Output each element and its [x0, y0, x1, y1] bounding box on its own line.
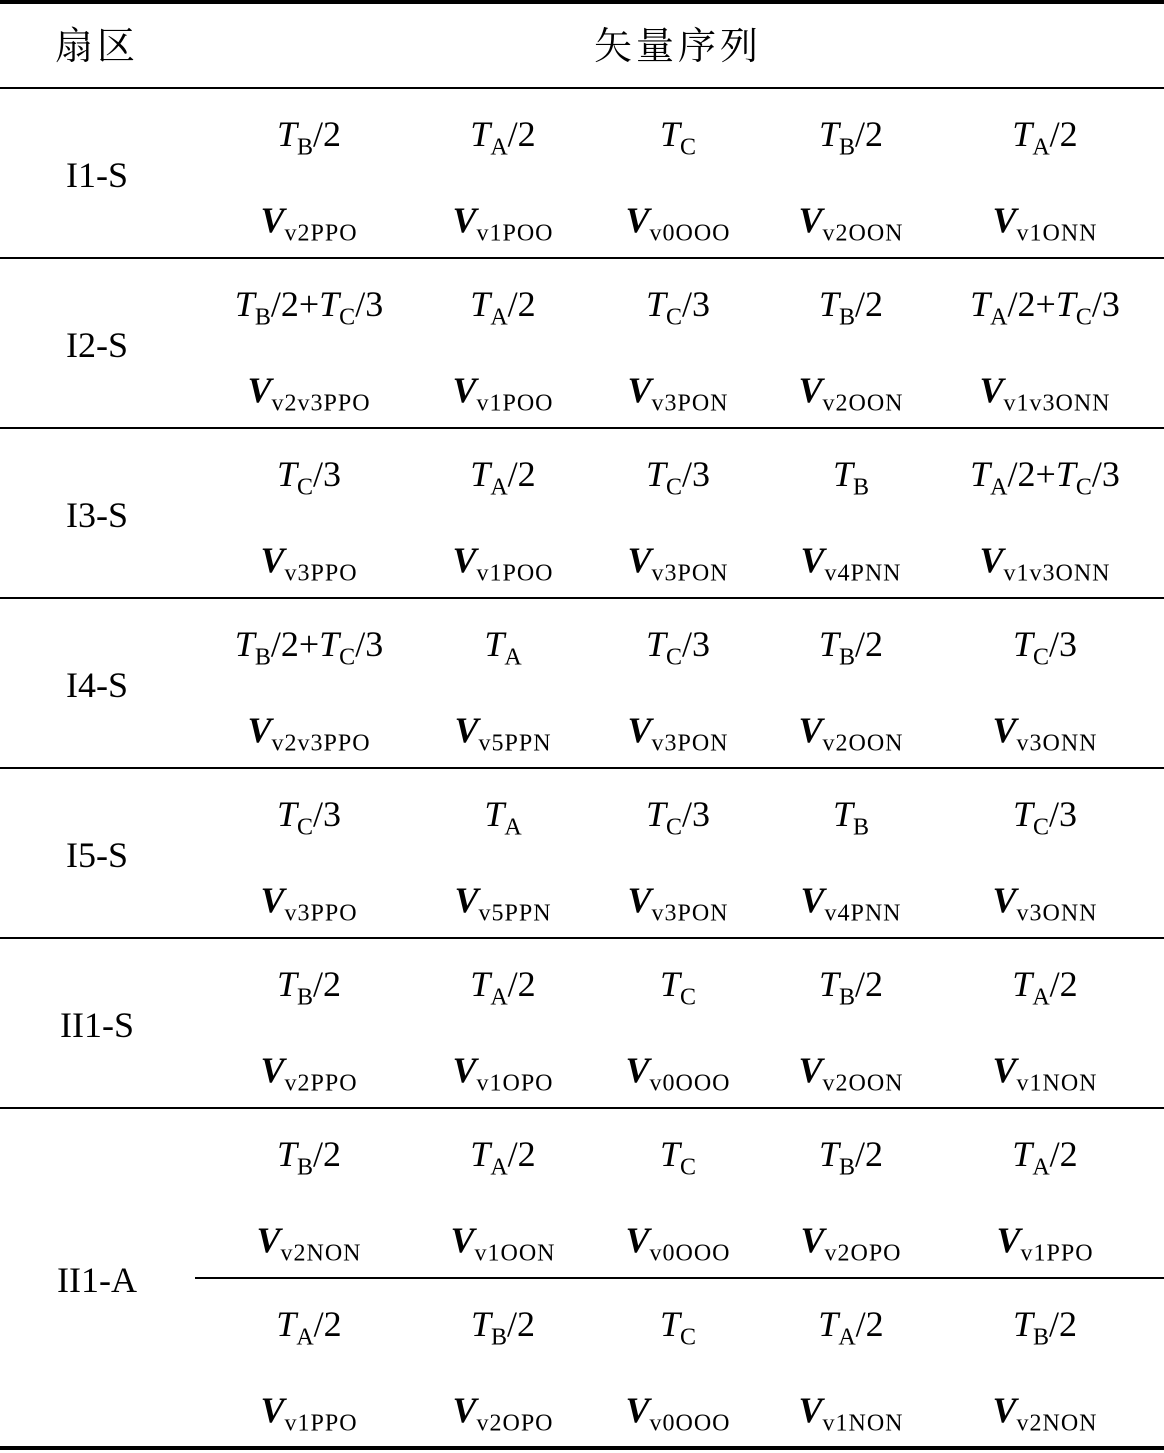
dwell-time-cell: $T_C/3$	[1012, 794, 1078, 841]
dwell-time-cell: $T_B/2$	[276, 1134, 342, 1181]
dwell-time-cell: $T_C/3$	[276, 794, 342, 841]
switching-vector-cell: $V_{v1POO}$	[452, 540, 554, 587]
group-divider-rule	[195, 1277, 1164, 1279]
dwell-time-cell: $T_A/2$	[276, 1304, 342, 1351]
row-divider-rule	[0, 427, 1164, 429]
dwell-time-cell: $T_A$	[484, 624, 522, 671]
row-divider-rule	[0, 1107, 1164, 1109]
switching-vector-cell: $V_{v4PNN}$	[800, 880, 902, 927]
switching-vector-cell: $V_{v0OOO}$	[625, 200, 731, 247]
sector-label: II1-S	[60, 1005, 134, 1045]
dwell-time-cell: $T_B/2$	[276, 964, 342, 1011]
switching-vector-cell: $V_{v1PPO}$	[996, 1220, 1094, 1267]
switching-vector-cell: $V_{v5PPN}$	[454, 880, 552, 927]
switching-vector-cell: $V_{v1v3ONN}$	[979, 540, 1111, 587]
switching-vector-cell: $V_{v1NON}$	[992, 1050, 1098, 1097]
switching-vector-cell: $V_{v3PON}$	[627, 710, 729, 757]
switching-vector-cell: $V_{v2OON}$	[798, 370, 904, 417]
row-divider-rule	[0, 597, 1164, 599]
row-divider-rule	[0, 257, 1164, 259]
switching-vector-cell: $V_{v2v3PPO}$	[247, 370, 371, 417]
switching-vector-cell: $V_{v3PPO}$	[260, 880, 358, 927]
dwell-time-cell: $T_A/2$	[470, 284, 536, 331]
switching-vector-cell: $V_{v1PPO}$	[260, 1390, 358, 1437]
switching-vector-cell: $V_{v1ONN}$	[992, 200, 1098, 247]
header-sector: 扇区	[54, 24, 140, 68]
switching-vector-cell: $V_{v1NON}$	[798, 1390, 904, 1437]
dwell-time-cell: $T_B/2$	[818, 1134, 884, 1181]
switching-vector-cell: $V_{v2OPO}$	[452, 1390, 554, 1437]
switching-vector-cell: $V_{v0OOO}$	[625, 1050, 731, 1097]
dwell-time-cell: $T_B$	[832, 454, 870, 501]
sector-label: II1-A	[57, 1260, 137, 1300]
switching-vector-cell: $V_{v1POO}$	[452, 370, 554, 417]
dwell-time-cell: $T_A/2$	[1012, 114, 1078, 161]
switching-vector-cell: $V_{v2NON}$	[992, 1390, 1098, 1437]
switching-vector-cell: $V_{v3ONN}$	[992, 710, 1098, 757]
switching-vector-cell: $V_{v2OON}$	[798, 200, 904, 247]
switching-vector-cell: $V_{v3PON}$	[627, 370, 729, 417]
switching-vector-cell: $V_{v1OON}$	[450, 1220, 556, 1267]
switching-vector-cell: $V_{v2v3PPO}$	[247, 710, 371, 757]
switching-vector-cell: $V_{v3PON}$	[627, 540, 729, 587]
dwell-time-cell: $T_C$	[659, 964, 697, 1011]
sector-label: I2-S	[66, 325, 128, 365]
dwell-time-cell: $T_A/2$	[470, 1134, 536, 1181]
switching-vector-cell: $V_{v2PPO}$	[260, 200, 358, 247]
dwell-time-cell: $T_A/2+T_C/3$	[970, 284, 1120, 331]
switching-vector-cell: $V_{v5PPN}$	[454, 710, 552, 757]
dwell-time-cell: $T_A/2$	[1012, 1134, 1078, 1181]
dwell-time-cell: $T_A/2$	[1012, 964, 1078, 1011]
dwell-time-cell: $T_B/2+T_C/3$	[234, 284, 384, 331]
sector-label: I1-S	[66, 155, 128, 195]
dwell-time-cell: $T_A/2$	[470, 964, 536, 1011]
row-divider-rule	[0, 767, 1164, 769]
switching-vector-cell: $V_{v2PPO}$	[260, 1050, 358, 1097]
dwell-time-cell: $T_C$	[659, 1134, 697, 1181]
dwell-time-cell: $T_A$	[484, 794, 522, 841]
dwell-time-cell: $T_B/2$	[1012, 1304, 1078, 1351]
dwell-time-cell: $T_C$	[659, 1304, 697, 1351]
dwell-time-cell: $T_C/3$	[645, 794, 711, 841]
header-bottom-rule	[0, 87, 1164, 89]
switching-vector-cell: $V_{v1POO}$	[452, 200, 554, 247]
switching-vector-cell: $V_{v4PNN}$	[800, 540, 902, 587]
switching-vector-cell: $V_{v3PON}$	[627, 880, 729, 927]
dwell-time-cell: $T_B/2$	[276, 114, 342, 161]
dwell-time-cell: $T_A/2$	[818, 1304, 884, 1351]
dwell-time-cell: $T_C/3$	[1012, 624, 1078, 671]
switching-vector-cell: $V_{v2OON}$	[798, 1050, 904, 1097]
dwell-time-cell: $T_B/2$	[818, 624, 884, 671]
sector-label: I5-S	[66, 835, 128, 875]
dwell-time-cell: $T_A/2$	[470, 114, 536, 161]
switching-vector-cell: $V_{v0OOO}$	[625, 1390, 731, 1437]
dwell-time-cell: $T_B/2$	[818, 284, 884, 331]
switching-vector-cell: $V_{v3PPO}$	[260, 540, 358, 587]
dwell-time-cell: $T_A/2$	[470, 454, 536, 501]
dwell-time-cell: $T_A/2+T_C/3$	[970, 454, 1120, 501]
dwell-time-cell: $T_B/2+T_C/3$	[234, 624, 384, 671]
dwell-time-cell: $T_C/3$	[645, 454, 711, 501]
dwell-time-cell: $T_C$	[659, 114, 697, 161]
dwell-time-cell: $T_B/2$	[470, 1304, 536, 1351]
switching-vector-cell: $V_{v1OPO}$	[452, 1050, 554, 1097]
switching-vector-cell: $V_{v0OOO}$	[625, 1220, 731, 1267]
dwell-time-cell: $T_C/3$	[645, 284, 711, 331]
dwell-time-cell: $T_C/3$	[645, 624, 711, 671]
dwell-time-cell: $T_C/3$	[276, 454, 342, 501]
switching-vector-cell: $V_{v2OON}$	[798, 710, 904, 757]
sector-label: I4-S	[66, 665, 128, 705]
table-bottom-rule	[0, 1446, 1164, 1450]
switching-vector-cell: $V_{v2OPO}$	[800, 1220, 902, 1267]
switching-vector-cell: $V_{v1v3ONN}$	[979, 370, 1111, 417]
switching-vector-cell: $V_{v2NON}$	[256, 1220, 362, 1267]
table-top-rule	[0, 0, 1164, 4]
dwell-time-cell: $T_B$	[832, 794, 870, 841]
sector-label: I3-S	[66, 495, 128, 535]
header-vector-sequence: 矢量序列	[593, 24, 763, 68]
dwell-time-cell: $T_B/2$	[818, 114, 884, 161]
row-divider-rule	[0, 937, 1164, 939]
dwell-time-cell: $T_B/2$	[818, 964, 884, 1011]
switching-vector-cell: $V_{v3ONN}$	[992, 880, 1098, 927]
